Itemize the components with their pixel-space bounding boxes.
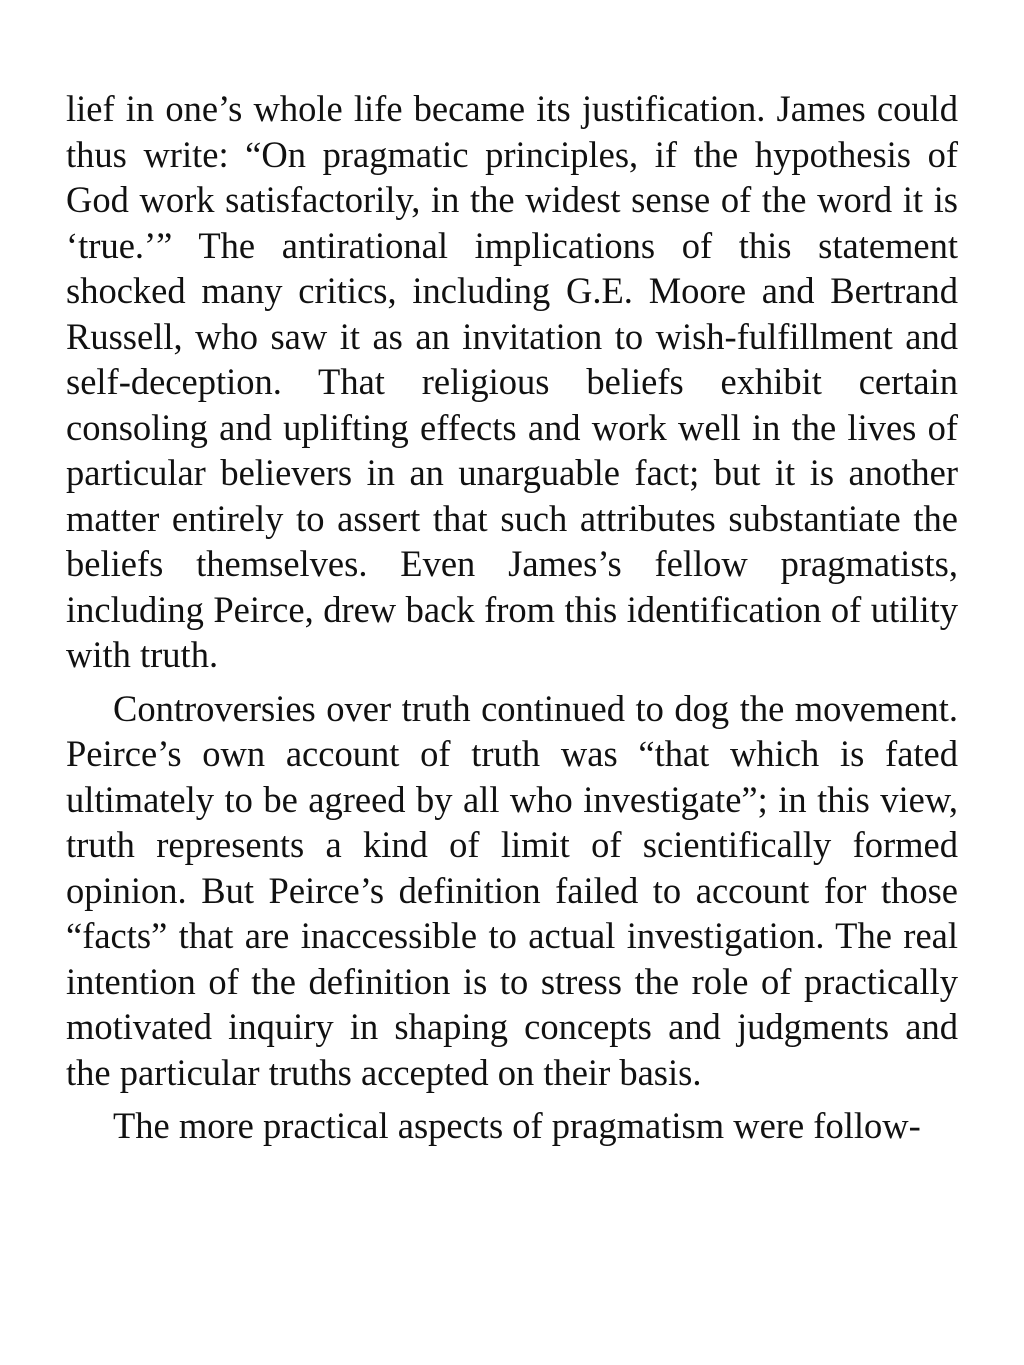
paragraph-1: lief in one’s whole life became its justification. James could thus write: “On pragmatic principles, if the hypothesis of God work satisfactorily, in the widest sense of the word it is ‘true.’” The antirational implications of this statement shocked many critics, including G.E. Moore and Bertrand Russell, who saw it as an invitation to wish-fulfillment and self-deception. That religious beliefs exhibit certain consoling and uplifting effects and work well in the lives of particular believers in an unarguable fact; but it is another matter entirely to assert that such attributes substantiate the beliefs themselves. Even James’s fellow pragmatists, including Peirce, drew back from this identification of utility with truth. [66, 88, 958, 675]
paragraph-3: The more practical aspects of pragmatism were follow- [113, 1105, 921, 1146]
paragraph-2: Controversies over truth continued to dog the movement. Peirce’s own account of truth was “that which is fated ultimately to be agreed by all who investigate”; in this view, truth represents a kind of limit of scientifically formed opinion. But Peirce’s definition failed to account for those “facts” that are inaccessible to actual investigation. The real intention of the definition is to stress the role of practically motivated inquiry in shaping concepts and judgments and the particular truths accepted on their basis. [66, 687, 958, 1093]
document-page [66, 86, 958, 1149]
